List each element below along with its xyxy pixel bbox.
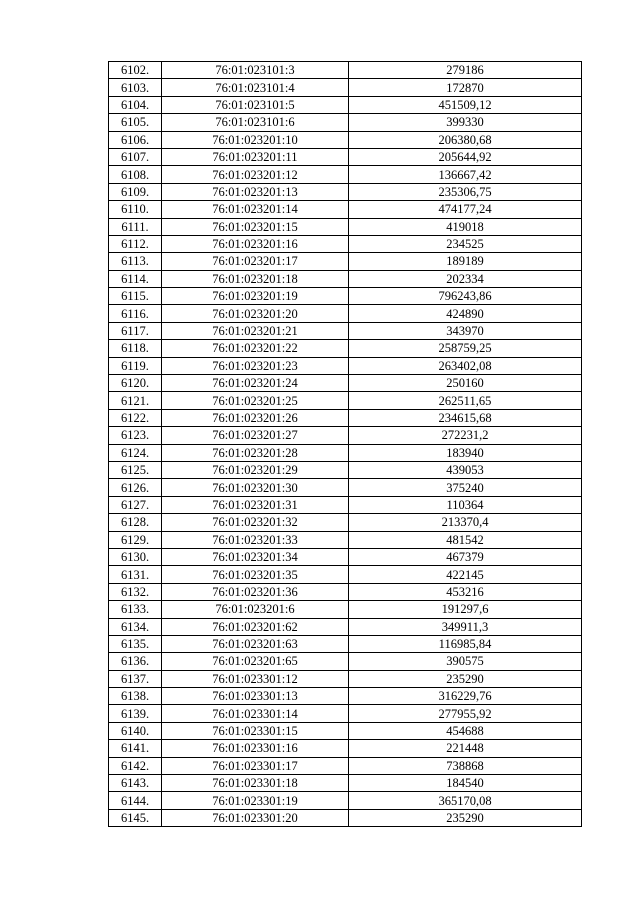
row-number-cell: 6136.: [109, 653, 162, 670]
row-number-cell: 6117.: [109, 322, 162, 339]
table-row: [109, 583, 582, 600]
row-number-cell: 6110.: [109, 201, 162, 218]
table-row: [109, 357, 582, 374]
cadastral-value-cell: 399330: [349, 114, 582, 131]
cadastral-number-cell: 76:01:023201:16: [162, 235, 349, 252]
cadastral-number-cell: 76:01:023201:63: [162, 635, 349, 652]
table-row: [109, 114, 582, 131]
table-row: [109, 409, 582, 426]
cadastral-value-cell: 738868: [349, 757, 582, 774]
row-number-cell: 6143.: [109, 775, 162, 792]
table-row: [109, 653, 582, 670]
cadastral-value-cell: 316229,76: [349, 688, 582, 705]
cadastral-value-cell: 453216: [349, 583, 582, 600]
table-row: [109, 305, 582, 322]
row-number-cell: 6109.: [109, 183, 162, 200]
cadastral-number-cell: 76:01:023201:35: [162, 566, 349, 583]
cadastral-number-cell: 76:01:023301:19: [162, 792, 349, 809]
cadastral-number-cell: 76:01:023201:11: [162, 148, 349, 165]
cadastral-value-cell: 454688: [349, 722, 582, 739]
table-row: [109, 792, 582, 809]
cadastral-value-cell: 375240: [349, 479, 582, 496]
table-row: [109, 79, 582, 96]
cadastral-number-cell: 76:01:023201:31: [162, 496, 349, 513]
table-row: [109, 253, 582, 270]
cadastral-value-cell: 213370,4: [349, 514, 582, 531]
row-number-cell: 6111.: [109, 218, 162, 235]
table-row: [109, 166, 582, 183]
row-number-cell: 6133.: [109, 601, 162, 618]
table-row: [109, 688, 582, 705]
cadastral-value-cell: 234615,68: [349, 409, 582, 426]
cadastral-number-cell: 76:01:023301:15: [162, 722, 349, 739]
cadastral-value-cell: 277955,92: [349, 705, 582, 722]
row-number-cell: 6114.: [109, 270, 162, 287]
table-row: [109, 496, 582, 513]
cadastral-number-cell: 76:01:023201:26: [162, 409, 349, 426]
row-number-cell: 6130.: [109, 548, 162, 565]
table-row: [109, 131, 582, 148]
cadastral-value-cell: 262511,65: [349, 392, 582, 409]
cadastral-value-cell: 205644,92: [349, 148, 582, 165]
cadastral-number-cell: 76:01:023201:14: [162, 201, 349, 218]
cadastral-value-cell: 439053: [349, 461, 582, 478]
cadastral-value-cell: 235306,75: [349, 183, 582, 200]
cadastral-number-cell: 76:01:023201:32: [162, 514, 349, 531]
row-number-cell: 6128.: [109, 514, 162, 531]
cadastral-value-cell: 390575: [349, 653, 582, 670]
row-number-cell: 6116.: [109, 305, 162, 322]
row-number-cell: 6103.: [109, 79, 162, 96]
table-row: [109, 427, 582, 444]
row-number-cell: 6138.: [109, 688, 162, 705]
table-row: [109, 62, 582, 79]
row-number-cell: 6118.: [109, 340, 162, 357]
table-row: [109, 201, 582, 218]
cadastral-value-cell: 451509,12: [349, 96, 582, 113]
cadastral-value-cell: 221448: [349, 740, 582, 757]
cadastral-number-cell: 76:01:023301:17: [162, 757, 349, 774]
cadastral-value-cell: 343970: [349, 322, 582, 339]
cadastral-value-cell: 422145: [349, 566, 582, 583]
cadastral-number-cell: 76:01:023201:65: [162, 653, 349, 670]
row-number-cell: 6141.: [109, 740, 162, 757]
cadastral-number-cell: 76:01:023201:25: [162, 392, 349, 409]
row-number-cell: 6124.: [109, 444, 162, 461]
cadastral-value-cell: 272231,2: [349, 427, 582, 444]
table-row: [109, 392, 582, 409]
row-number-cell: 6145.: [109, 809, 162, 826]
cadastral-value-cell: 481542: [349, 531, 582, 548]
table-row: [109, 461, 582, 478]
cadastral-number-cell: 76:01:023201:20: [162, 305, 349, 322]
table-row: [109, 183, 582, 200]
cadastral-number-cell: 76:01:023201:17: [162, 253, 349, 270]
cadastral-number-cell: 76:01:023101:6: [162, 114, 349, 131]
row-number-cell: 6144.: [109, 792, 162, 809]
cadastral-value-cell: 349911,3: [349, 618, 582, 635]
cadastral-value-table: [108, 61, 582, 827]
row-number-cell: 6113.: [109, 253, 162, 270]
table-row: [109, 444, 582, 461]
cadastral-value-cell: 234525: [349, 235, 582, 252]
cadastral-value-cell: 116985,84: [349, 635, 582, 652]
row-number-cell: 6112.: [109, 235, 162, 252]
cadastral-value-cell: 191297,6: [349, 601, 582, 618]
table-row: [109, 479, 582, 496]
table-row: [109, 375, 582, 392]
cadastral-value-cell: 110364: [349, 496, 582, 513]
table-row: [109, 775, 582, 792]
table-row: [109, 618, 582, 635]
row-number-cell: 6108.: [109, 166, 162, 183]
cadastral-number-cell: 76:01:023201:21: [162, 322, 349, 339]
row-number-cell: 6137.: [109, 670, 162, 687]
cadastral-value-cell: 250160: [349, 375, 582, 392]
row-number-cell: 6129.: [109, 531, 162, 548]
table-body: [109, 62, 582, 827]
row-number-cell: 6140.: [109, 722, 162, 739]
row-number-cell: 6134.: [109, 618, 162, 635]
table-row: [109, 218, 582, 235]
cadastral-number-cell: 76:01:023201:30: [162, 479, 349, 496]
row-number-cell: 6142.: [109, 757, 162, 774]
row-number-cell: 6106.: [109, 131, 162, 148]
row-number-cell: 6121.: [109, 392, 162, 409]
row-number-cell: 6107.: [109, 148, 162, 165]
cadastral-number-cell: 76:01:023201:12: [162, 166, 349, 183]
cadastral-value-cell: 796243,86: [349, 288, 582, 305]
table-row: [109, 548, 582, 565]
table-row: [109, 235, 582, 252]
cadastral-number-cell: 76:01:023301:20: [162, 809, 349, 826]
table-row: [109, 340, 582, 357]
cadastral-number-cell: 76:01:023201:15: [162, 218, 349, 235]
cadastral-value-cell: 172870: [349, 79, 582, 96]
cadastral-value-cell: 189189: [349, 253, 582, 270]
table-row: [109, 270, 582, 287]
cadastral-value-cell: 467379: [349, 548, 582, 565]
row-number-cell: 6115.: [109, 288, 162, 305]
table-row: [109, 531, 582, 548]
cadastral-value-cell: 263402,08: [349, 357, 582, 374]
cadastral-value-cell: 184540: [349, 775, 582, 792]
cadastral-number-cell: 76:01:023201:13: [162, 183, 349, 200]
cadastral-number-cell: 76:01:023101:3: [162, 62, 349, 79]
cadastral-number-cell: 76:01:023301:18: [162, 775, 349, 792]
cadastral-value-cell: 235290: [349, 670, 582, 687]
cadastral-value-cell: 279186: [349, 62, 582, 79]
row-number-cell: 6131.: [109, 566, 162, 583]
cadastral-number-cell: 76:01:023301:12: [162, 670, 349, 687]
row-number-cell: 6122.: [109, 409, 162, 426]
table-row: [109, 740, 582, 757]
table-row: [109, 722, 582, 739]
row-number-cell: 6104.: [109, 96, 162, 113]
table-row: [109, 514, 582, 531]
cadastral-number-cell: 76:01:023301:16: [162, 740, 349, 757]
cadastral-value-cell: 365170,08: [349, 792, 582, 809]
table-row: [109, 809, 582, 826]
cadastral-value-cell: 136667,42: [349, 166, 582, 183]
cadastral-number-cell: 76:01:023201:18: [162, 270, 349, 287]
cadastral-value-cell: 202334: [349, 270, 582, 287]
row-number-cell: 6105.: [109, 114, 162, 131]
table-row: [109, 148, 582, 165]
cadastral-number-cell: 76:01:023201:22: [162, 340, 349, 357]
row-number-cell: 6102.: [109, 62, 162, 79]
cadastral-number-cell: 76:01:023201:33: [162, 531, 349, 548]
cadastral-value-cell: 258759,25: [349, 340, 582, 357]
cadastral-number-cell: 76:01:023101:5: [162, 96, 349, 113]
table-row: [109, 670, 582, 687]
table-row: [109, 601, 582, 618]
table-row: [109, 288, 582, 305]
cadastral-number-cell: 76:01:023201:6: [162, 601, 349, 618]
table-row: [109, 635, 582, 652]
row-number-cell: 6127.: [109, 496, 162, 513]
cadastral-value-cell: 419018: [349, 218, 582, 235]
cadastral-number-cell: 76:01:023301:14: [162, 705, 349, 722]
table-row: [109, 96, 582, 113]
cadastral-number-cell: 76:01:023201:62: [162, 618, 349, 635]
cadastral-number-cell: 76:01:023201:10: [162, 131, 349, 148]
cadastral-value-cell: 474177,24: [349, 201, 582, 218]
table-row: [109, 757, 582, 774]
cadastral-value-cell: 235290: [349, 809, 582, 826]
cadastral-value-cell: 206380,68: [349, 131, 582, 148]
cadastral-value-cell: 424890: [349, 305, 582, 322]
cadastral-value-cell: 183940: [349, 444, 582, 461]
row-number-cell: 6123.: [109, 427, 162, 444]
row-number-cell: 6125.: [109, 461, 162, 478]
row-number-cell: 6120.: [109, 375, 162, 392]
cadastral-number-cell: 76:01:023201:27: [162, 427, 349, 444]
cadastral-number-cell: 76:01:023201:24: [162, 375, 349, 392]
row-number-cell: 6119.: [109, 357, 162, 374]
cadastral-number-cell: 76:01:023201:23: [162, 357, 349, 374]
cadastral-number-cell: 76:01:023101:4: [162, 79, 349, 96]
cadastral-number-cell: 76:01:023201:36: [162, 583, 349, 600]
cadastral-number-cell: 76:01:023201:28: [162, 444, 349, 461]
row-number-cell: 6126.: [109, 479, 162, 496]
cadastral-number-cell: 76:01:023201:19: [162, 288, 349, 305]
table-row: [109, 566, 582, 583]
table-row: [109, 705, 582, 722]
row-number-cell: 6135.: [109, 635, 162, 652]
table-row: [109, 322, 582, 339]
cadastral-number-cell: 76:01:023201:29: [162, 461, 349, 478]
row-number-cell: 6132.: [109, 583, 162, 600]
cadastral-number-cell: 76:01:023201:34: [162, 548, 349, 565]
row-number-cell: 6139.: [109, 705, 162, 722]
cadastral-number-cell: 76:01:023301:13: [162, 688, 349, 705]
